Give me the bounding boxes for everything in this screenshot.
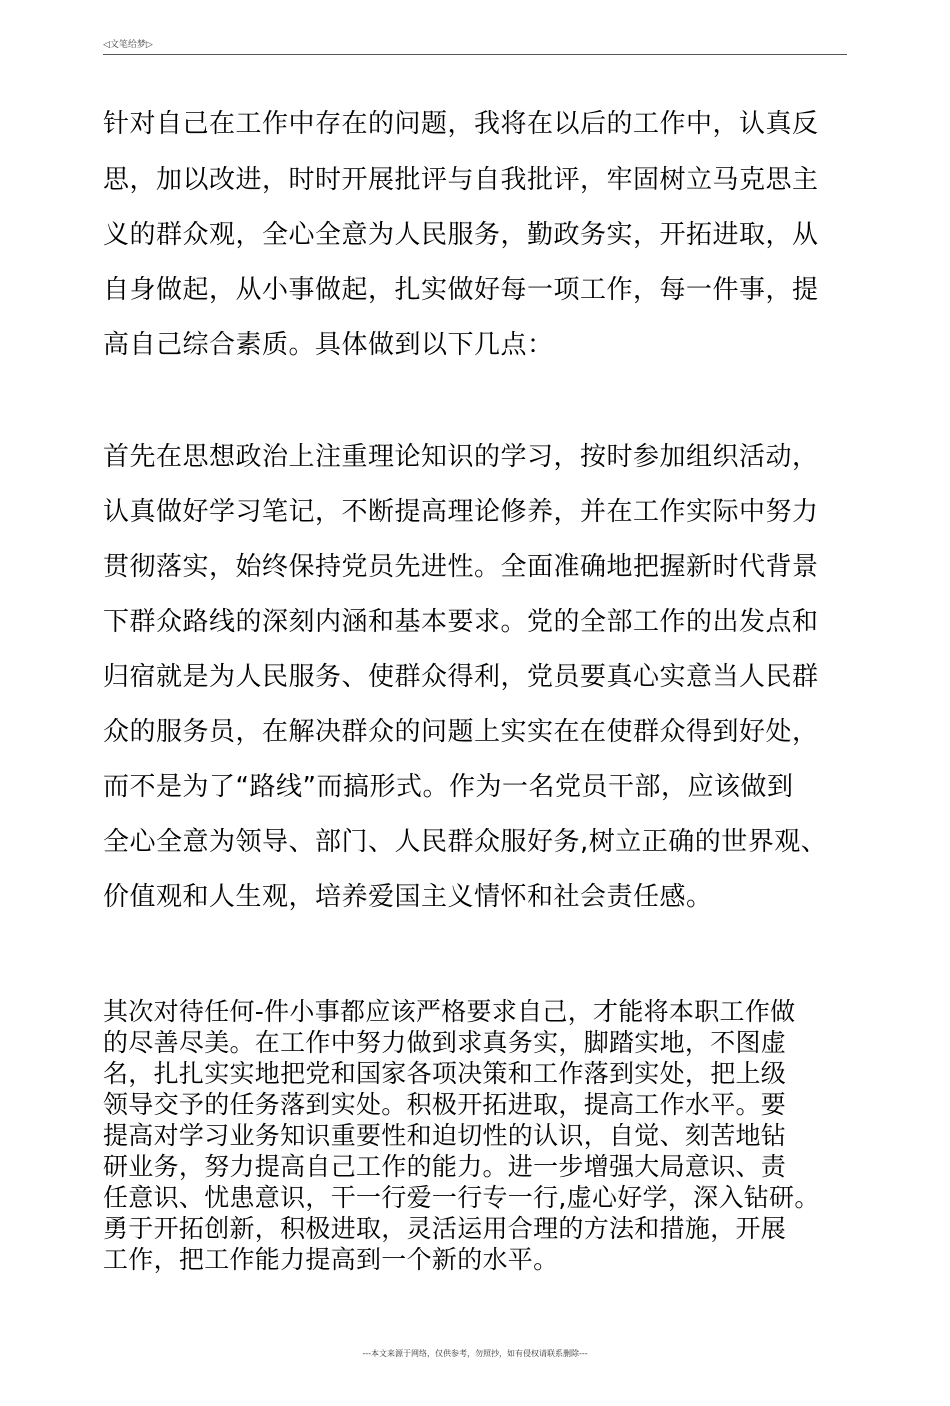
text-line: 名，扎扎实实地把党和国家各项决策和工作落到实处，把上级 (103, 1059, 787, 1088)
footer-disclaimer: ---本文来源于网络，仅供参考，勿照抄，如有侵权请联系删除--- (362, 1349, 588, 1358)
text-line: 其次对待任何-件小事都应该严格要求自己，才能将本职工作做 (103, 997, 796, 1026)
text-line: 高自己综合素质。具体做到以下几点： (103, 330, 554, 360)
text-line: 领导交予的任务落到实处。积极开拓进取，提高工作水平。要 (103, 1090, 787, 1119)
text-line: 研业务，努力提高自己工作的能力。进一步增强大局意识、责 (103, 1152, 787, 1181)
text-line: 的尽善尽美。在工作中努力做到求真务实，脚踏实地，不图虚 (103, 1028, 787, 1057)
text-line: 下群众路线的深刻内涵和基本要求。党的全部工作的出发点和 (103, 607, 819, 637)
text-line: 认真做好学习笔记，不断提高理论修养，并在工作实际中努力 (103, 497, 819, 527)
text-line: 勇于开拓创新，积极进取，灵活运用合理的方法和措施，开展 (103, 1214, 787, 1243)
header-divider (103, 54, 847, 55)
text-line: 自身做起，从小事做起，扎实做好每一项工作，每一件事，提 (103, 275, 819, 305)
text-line: 全心全意为领导、部门、人民群众服好务,树立正确的世界观、 (103, 827, 828, 857)
text-line: 工作，把工作能力提高到一个新的水平。 (103, 1245, 559, 1274)
text-line: 义的群众观，全心全意为人民服务，勤政务实，开拓进取，从 (103, 220, 819, 250)
text-line: 众的服务员，在解决群众的问题上实实在在使群众得到好处， (103, 717, 819, 747)
text-line: 首先在思想政治上注重理论知识的学习，按时参加组织活动， (103, 442, 819, 472)
text-line: 归宿就是为人民服务、使群众得利，党员要真心实意当人民群 (103, 662, 819, 692)
text-line: 思，加以改进，时时开展批评与自我批评，牢固树立马克思主 (103, 165, 819, 195)
text-line: 贯彻落实，始终保持党员先进性。全面准确地把握新时代背景 (103, 552, 819, 582)
text-line: 任意识、忧患意识，干一行爱一行专一行,虚心好学，深入钻研。 (103, 1183, 820, 1212)
text-line: 提高对学习业务知识重要性和迫切性的认识，自觉、刻苦地钻 (103, 1121, 787, 1150)
text-line: 针对自己在工作中存在的问题，我将在以后的工作中，认真反 (103, 109, 819, 139)
header-watermark: ◁文笔给梦▷ (103, 40, 153, 50)
text-line: 而不是为了“路线”而搞形式。作为一名党员干部，应该做到 (103, 772, 794, 802)
text-line: 价值观和人生观，培养爱国主义情怀和社会责任感。 (103, 882, 713, 912)
